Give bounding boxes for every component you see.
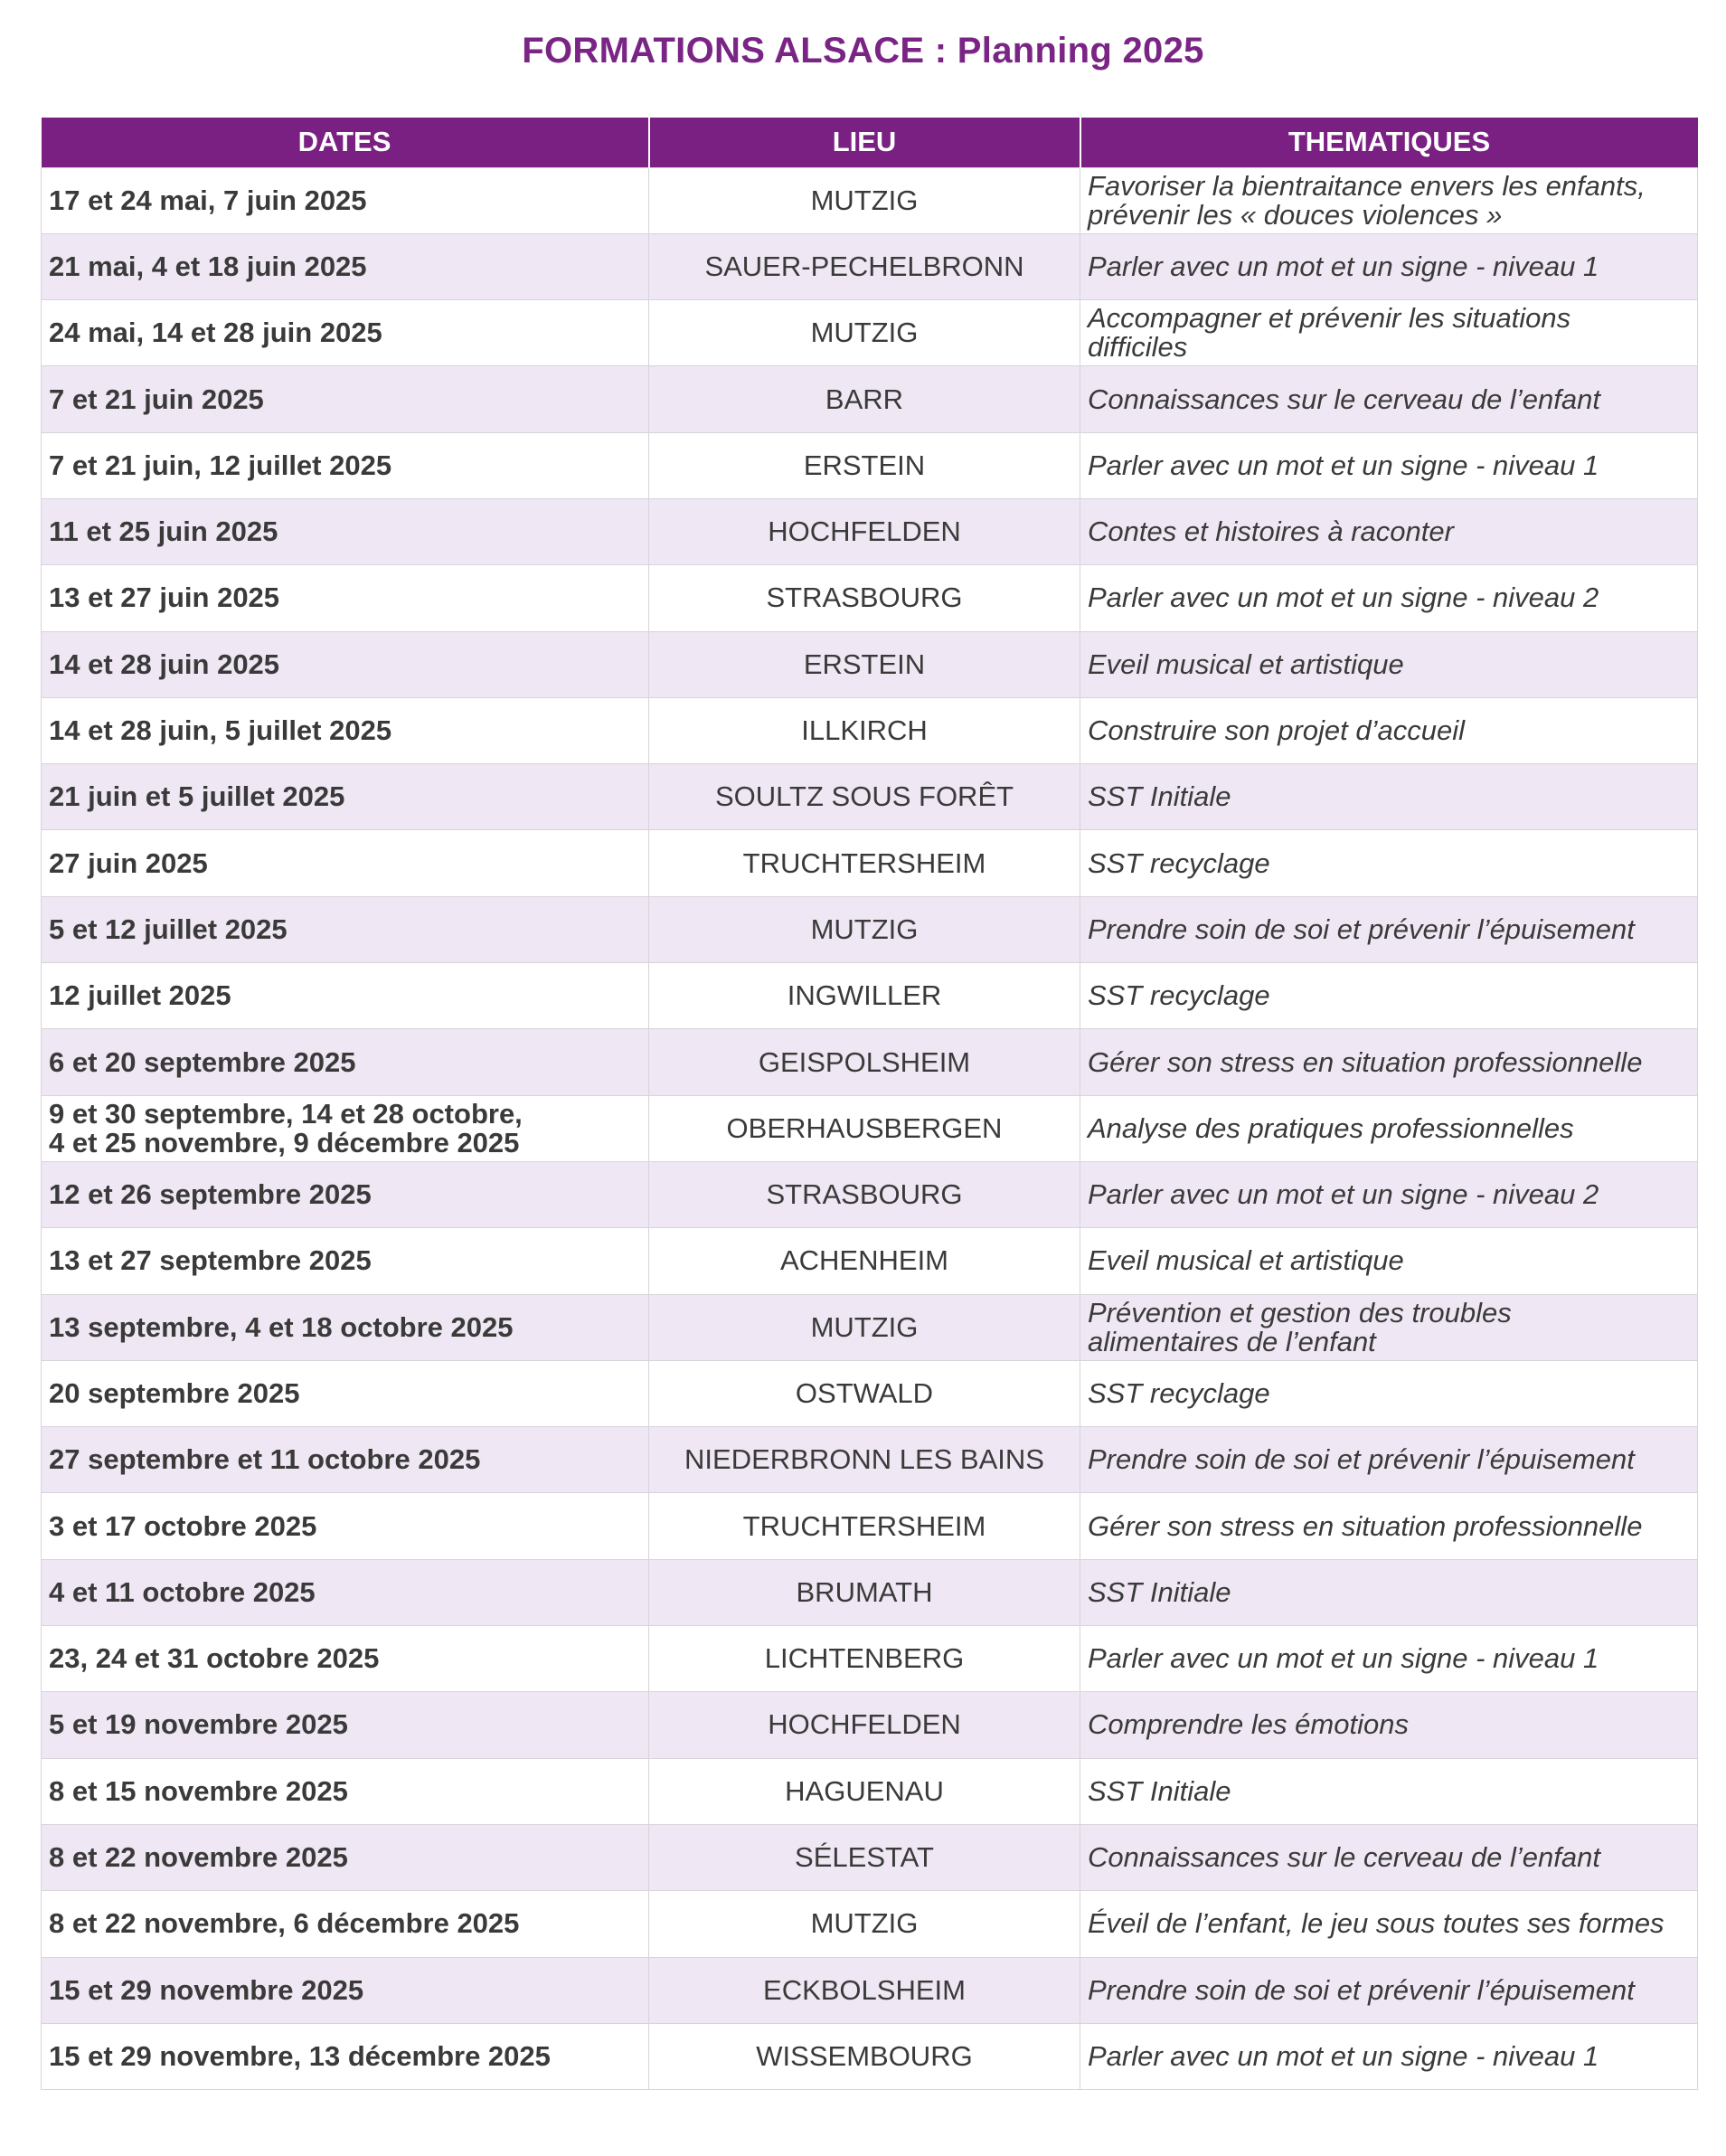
dates-cell: 27 septembre et 11 octobre 2025 <box>42 1427 649 1493</box>
table-row <box>42 565 1698 631</box>
location-cell: TRUCHTERSHEIM <box>649 1493 1080 1559</box>
location-cell: SÉLESTAT <box>649 1824 1080 1890</box>
dates-cell: 20 septembre 2025 <box>42 1360 649 1426</box>
location-cell: MUTZIG <box>649 300 1080 366</box>
dates-cell: 12 et 26 septembre 2025 <box>42 1161 649 1227</box>
dates-cell: 14 et 28 juin, 5 juillet 2025 <box>42 697 649 763</box>
table-row <box>42 963 1698 1029</box>
theme-cell: Parler avec un mot et un signe - niveau 2 <box>1080 1161 1698 1227</box>
location-cell: OBERHAUSBERGEN <box>649 1095 1080 1161</box>
table-row <box>42 1095 1698 1161</box>
theme-cell: SST Initiale <box>1080 1758 1698 1824</box>
dates-cell: 7 et 21 juin 2025 <box>42 366 649 432</box>
location-cell: ERSTEIN <box>649 631 1080 697</box>
theme-cell: Éveil de l’enfant, le jeu sous toutes ses formes <box>1080 1891 1698 1957</box>
table-row <box>42 1559 1698 1625</box>
theme-cell: Accompagner et prévenir les situations difficiles <box>1080 300 1698 366</box>
theme-cell: Prendre soin de soi et prévenir l’épuisement <box>1080 1957 1698 2023</box>
table-row <box>42 1891 1698 1957</box>
location-cell: GEISPOLSHEIM <box>649 1029 1080 1095</box>
training-schedule-table <box>41 118 1698 2090</box>
location-cell: MUTZIG <box>649 1891 1080 1957</box>
table-row <box>42 1427 1698 1493</box>
table-row <box>42 167 1698 233</box>
table-row <box>42 1161 1698 1227</box>
theme-cell: Favoriser la bientraitance envers les enfants, prévenir les « douces violences » <box>1080 167 1698 233</box>
location-cell: SAUER-PECHELBRONN <box>649 233 1080 299</box>
table-row <box>42 1228 1698 1294</box>
location-cell: ILLKIRCH <box>649 697 1080 763</box>
theme-cell: Connaissances sur le cerveau de l’enfant <box>1080 1824 1698 1890</box>
theme-cell: SST recyclage <box>1080 830 1698 896</box>
table-row <box>42 830 1698 896</box>
location-cell: STRASBOURG <box>649 565 1080 631</box>
dates-cell: 8 et 22 novembre 2025 <box>42 1824 649 1890</box>
theme-cell: Eveil musical et artistique <box>1080 1228 1698 1294</box>
dates-cell: 3 et 17 octobre 2025 <box>42 1493 649 1559</box>
dates-cell: 13 septembre, 4 et 18 octobre 2025 <box>42 1294 649 1360</box>
table-header <box>42 118 1698 167</box>
table-row <box>42 2023 1698 2089</box>
theme-cell: Parler avec un mot et un signe - niveau 1 <box>1080 233 1698 299</box>
dates-cell: 17 et 24 mai, 7 juin 2025 <box>42 167 649 233</box>
table-body <box>42 167 1698 2090</box>
table-row <box>42 1692 1698 1758</box>
dates-cell: 5 et 19 novembre 2025 <box>42 1692 649 1758</box>
theme-cell: Prendre soin de soi et prévenir l’épuisement <box>1080 1427 1698 1493</box>
table-row <box>42 498 1698 564</box>
dates-cell: 5 et 12 juillet 2025 <box>42 896 649 962</box>
table-header-row <box>42 118 1698 167</box>
location-cell: MUTZIG <box>649 896 1080 962</box>
table-row <box>42 631 1698 697</box>
dates-cell: 12 juillet 2025 <box>42 963 649 1029</box>
table-row <box>42 1626 1698 1692</box>
location-cell: BARR <box>649 366 1080 432</box>
location-cell: STRASBOURG <box>649 1161 1080 1227</box>
theme-cell: Connaissances sur le cerveau de l’enfant <box>1080 366 1698 432</box>
table-row <box>42 233 1698 299</box>
dates-cell: 8 et 22 novembre, 6 décembre 2025 <box>42 1891 649 1957</box>
theme-cell: SST recyclage <box>1080 963 1698 1029</box>
table-row <box>42 432 1698 498</box>
dates-cell: 15 et 29 novembre, 13 décembre 2025 <box>42 2023 649 2089</box>
table-row <box>42 366 1698 432</box>
location-cell: OSTWALD <box>649 1360 1080 1426</box>
location-cell: ACHENHEIM <box>649 1228 1080 1294</box>
dates-cell: 13 et 27 septembre 2025 <box>42 1228 649 1294</box>
theme-cell: Eveil musical et artistique <box>1080 631 1698 697</box>
location-cell: ERSTEIN <box>649 432 1080 498</box>
theme-cell: Parler avec un mot et un signe - niveau 1 <box>1080 1626 1698 1692</box>
column-header-lieu: LIEU <box>649 118 1080 167</box>
location-cell: HAGUENAU <box>649 1758 1080 1824</box>
dates-cell: 23, 24 et 31 octobre 2025 <box>42 1626 649 1692</box>
location-cell: HOCHFELDEN <box>649 498 1080 564</box>
theme-cell: Parler avec un mot et un signe - niveau 2 <box>1080 565 1698 631</box>
theme-cell: Construire son projet d’accueil <box>1080 697 1698 763</box>
theme-cell: SST recyclage <box>1080 1360 1698 1426</box>
theme-cell: Contes et histoires à raconter <box>1080 498 1698 564</box>
location-cell: ECKBOLSHEIM <box>649 1957 1080 2023</box>
theme-cell: SST Initiale <box>1080 1559 1698 1625</box>
table-row <box>42 1493 1698 1559</box>
theme-cell: Comprendre les émotions <box>1080 1692 1698 1758</box>
dates-cell: 7 et 21 juin, 12 juillet 2025 <box>42 432 649 498</box>
location-cell: BRUMATH <box>649 1559 1080 1625</box>
dates-cell: 27 juin 2025 <box>42 830 649 896</box>
theme-cell: Prévention et gestion des troubles alimentaires de l’enfant <box>1080 1294 1698 1360</box>
theme-cell: SST Initiale <box>1080 764 1698 830</box>
dates-cell: 24 mai, 14 et 28 juin 2025 <box>42 300 649 366</box>
theme-cell: Gérer son stress en situation professionnelle <box>1080 1029 1698 1095</box>
table-row <box>42 1029 1698 1095</box>
column-header-thematiques: THEMATIQUES <box>1080 118 1698 167</box>
location-cell: WISSEMBOURG <box>649 2023 1080 2089</box>
location-cell: LICHTENBERG <box>649 1626 1080 1692</box>
location-cell: SOULTZ SOUS FORÊT <box>649 764 1080 830</box>
theme-cell: Parler avec un mot et un signe - niveau 1 <box>1080 432 1698 498</box>
dates-cell: 8 et 15 novembre 2025 <box>42 1758 649 1824</box>
table-row <box>42 1957 1698 2023</box>
location-cell: MUTZIG <box>649 1294 1080 1360</box>
dates-cell: 14 et 28 juin 2025 <box>42 631 649 697</box>
table-row <box>42 1824 1698 1890</box>
theme-cell: Parler avec un mot et un signe - niveau 1 <box>1080 2023 1698 2089</box>
dates-cell: 6 et 20 septembre 2025 <box>42 1029 649 1095</box>
location-cell: NIEDERBRONN LES BAINS <box>649 1427 1080 1493</box>
page-title: FORMATIONS ALSACE : Planning 2025 <box>522 31 1204 71</box>
column-header-dates: DATES <box>297 126 391 158</box>
table-row <box>42 300 1698 366</box>
location-cell: TRUCHTERSHEIM <box>649 830 1080 896</box>
dates-cell: 21 juin et 5 juillet 2025 <box>42 764 649 830</box>
dates-cell: 13 et 27 juin 2025 <box>42 565 649 631</box>
theme-cell: Analyse des pratiques professionnelles <box>1080 1095 1698 1161</box>
dates-cell: 4 et 11 octobre 2025 <box>42 1559 649 1625</box>
table-row <box>42 697 1698 763</box>
location-cell: MUTZIG <box>649 167 1080 233</box>
location-cell: INGWILLER <box>649 963 1080 1029</box>
table-row <box>42 1360 1698 1426</box>
table-row <box>42 764 1698 830</box>
table-row <box>42 896 1698 962</box>
dates-cell: 15 et 29 novembre 2025 <box>42 1957 649 2023</box>
table-row <box>42 1758 1698 1824</box>
theme-cell: Gérer son stress en situation professionnelle <box>1080 1493 1698 1559</box>
dates-cell: 21 mai, 4 et 18 juin 2025 <box>42 233 649 299</box>
dates-cell: 9 et 30 septembre, 14 et 28 octobre, 4 et 25 novembre, 9 décembre 2025 <box>42 1095 649 1161</box>
table-row <box>42 1294 1698 1360</box>
theme-cell: Prendre soin de soi et prévenir l’épuisement <box>1080 896 1698 962</box>
dates-cell: 11 et 25 juin 2025 <box>42 498 649 564</box>
location-cell: HOCHFELDEN <box>649 1692 1080 1758</box>
